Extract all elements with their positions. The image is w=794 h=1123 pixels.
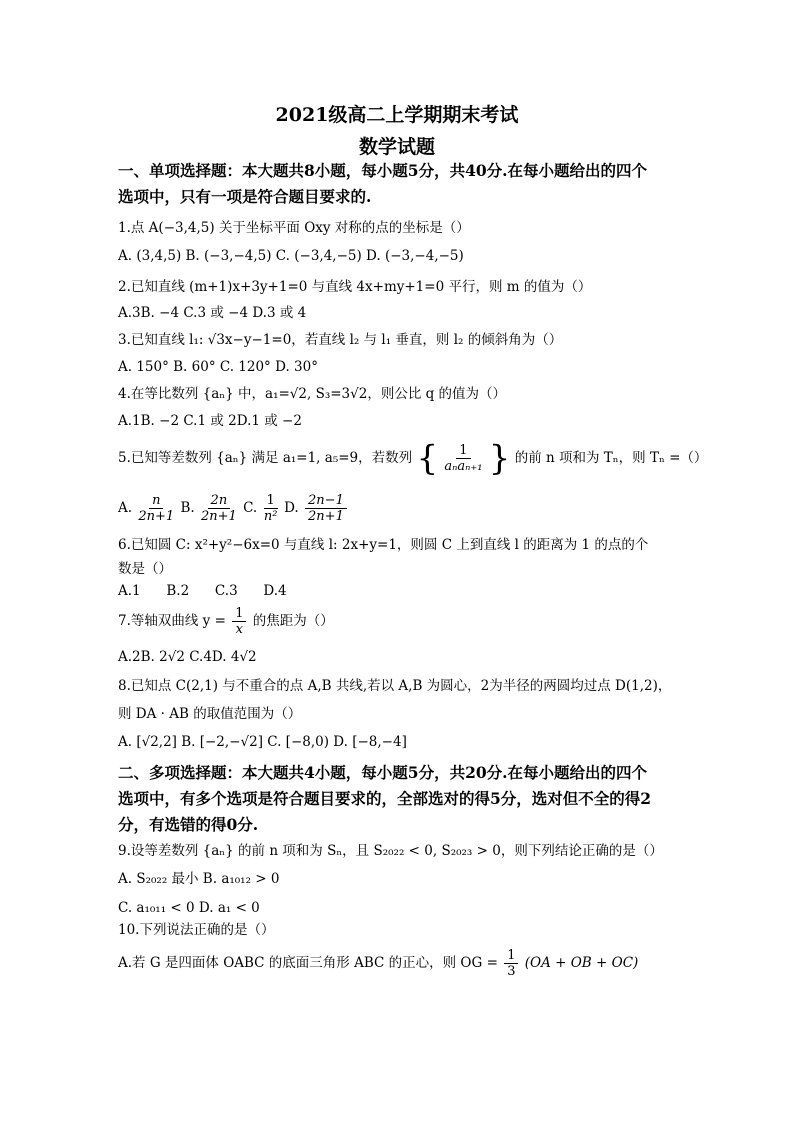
q4-stem: 4.在等比数列 {aₙ} 中，a₁=√2, S₃=3√2，则公比 q 的值为（） (118, 386, 507, 402)
q5-opt-d-num: 2n−1 (305, 493, 347, 509)
right-brace: } (488, 438, 511, 479)
q6-stem-line1: 6.已知圆 C: x²+y²−6x=0 与直线 l: 2x+y=1，则圆 C 上到直线 l 的距离为 1 的点的个 (118, 537, 649, 553)
q5-options (118, 490, 349, 526)
q1-options: A. (3,4,5) B. (−3,−4,5) C. (−3,4,−5) D. (−3,−4,−5) (118, 248, 464, 264)
q5-opt-b-num: 2n (208, 493, 231, 509)
q2-stem: 2.已知直线 (m+1)x+3y+1=0 与直线 4x+my+1=0 平行，则 m 的值为（） (118, 279, 592, 295)
q1-stem: 1.点 A(−3,4,5) 关于坐标平面 Oxy 对称的点的坐标是（） (118, 220, 470, 236)
q7-frac-den: x (235, 622, 244, 637)
q7-frac-num: 1 (232, 606, 246, 622)
q5-frac-numerator: 1 (456, 443, 470, 459)
q5-opt-c-num: 1 (264, 493, 278, 509)
q5-opt-c-den: n² (263, 509, 278, 524)
q5-opt-a-fraction (138, 493, 174, 524)
q10-frac-num: 1 (504, 948, 518, 964)
q3-stem: 3.已知直线 l₁: √3x−y−1=0，若直线 l₂ 与 l₁ 垂直，则 l₂ 的倾斜角为（） (118, 332, 563, 348)
q5-opt-d-den: 2n+1 (308, 509, 344, 524)
left-brace: { (416, 438, 439, 479)
q9-options-line2: C. a₁₀₁₁ < 0 D. a₁ < 0 (118, 900, 260, 916)
section2-heading-line1: 二、多项选择题：本大题共4小题，每小题5分，共20分.在每小题给出的四个 (118, 763, 648, 782)
q5-opt-d-label: D. (284, 500, 299, 516)
q10-option-a (118, 945, 638, 981)
q9-options-line1: A. S₂₀₂₂ 最小 B. a₁₀₁₂ > 0 (118, 871, 280, 887)
q5-opt-a-den: 2n+1 (138, 509, 175, 524)
exam-title: 2021级高二上学期期末考试 (275, 104, 519, 126)
q5-opt-b-fraction (201, 493, 237, 524)
q5-opt-c-fraction (264, 493, 278, 524)
q7-options: A.2B. 2√2 C.4D. 4√2 (118, 649, 257, 665)
q10-opt-a-vector-sum: (OA + OB + OC) (524, 955, 639, 971)
q10-stem: 10.下列说法正确的是（） (118, 922, 275, 938)
section2-heading-line2: 选项中，有多个选项是符合题目要求的，全部选对的得5分，选对但不全的得2 (118, 789, 652, 808)
q7-stem-a: 7.等轴双曲线 y = (118, 613, 226, 629)
q3-options: A. 150° B. 60° C. 120° D. 30° (118, 359, 318, 375)
q7-stem-b: 的焦距为（） (252, 613, 334, 629)
q5-opt-c-label: C. (243, 500, 258, 516)
q2-options: A.3B. −4 C.3 或 −4 D.3 或 4 (118, 305, 307, 321)
section2-heading-line3: 分，有选错的得0分. (118, 815, 259, 834)
q5-stem-b: 的前 n 项和为 Tₙ，则 Tₙ =（） (514, 450, 708, 466)
q5-stem (118, 438, 708, 479)
q5-opt-b-den: 2n+1 (200, 509, 237, 524)
q10-opt-a-text: A.若 G 是四面体 OABC 的底面三角形 ABC 的正心，则 OG = (118, 955, 498, 971)
q5-opt-a-label: A. (118, 500, 133, 516)
q8-stem-line1: 8.已知点 C(2,1) 与不重合的点 A,B 共线,若以 A,B 为圆心，2为半径的两圆均过点 D(1,2)， (118, 678, 672, 694)
q9-stem: 9.设等差数列 {aₙ} 的前 n 项和为 Sₙ，且 S₂₀₂₂ < 0, S₂₀₂₃ > 0，则下列结论正确的是（） (118, 843, 663, 859)
q8-options: A. [√2,2] B. [−2,−√2] C. [−8,0) D. [−8,−4] (118, 734, 407, 750)
q5-opt-a-num: n (149, 493, 163, 509)
q5-sequence-fraction (444, 443, 482, 474)
q5-opt-b-label: B. (180, 500, 195, 516)
q5-frac-denominator: aₙaₙ₊₁ (444, 459, 483, 474)
q4-options: A.1B. −2 C.1 或 2D.1 或 −2 (118, 413, 302, 429)
exam-subtitle: 数学试题 (358, 136, 435, 158)
q6-stem-line2: 数是（） (118, 561, 172, 577)
q6-options: A.1 B.2 C.3 D.4 (118, 583, 287, 599)
section1-heading-line1: 一、单项选择题：本大题共8小题，每小题5分，共40分.在每小题给出的四个 (118, 161, 648, 180)
q5-stem-a: 5.已知等差数列 {aₙ} 满足 a₁=1, a₅=9，若数列 (118, 450, 413, 466)
q5-opt-d-fraction (305, 493, 347, 524)
q8-stem-line2: 则 DA · AB 的取值范围为（） (118, 706, 302, 722)
section1-heading-line2: 选项中，只有一项是符合题目要求的. (118, 187, 372, 206)
q7-fraction (232, 606, 246, 637)
q10-frac-den: 3 (507, 964, 516, 979)
q10-fraction (504, 948, 518, 979)
q7-stem (118, 603, 334, 639)
